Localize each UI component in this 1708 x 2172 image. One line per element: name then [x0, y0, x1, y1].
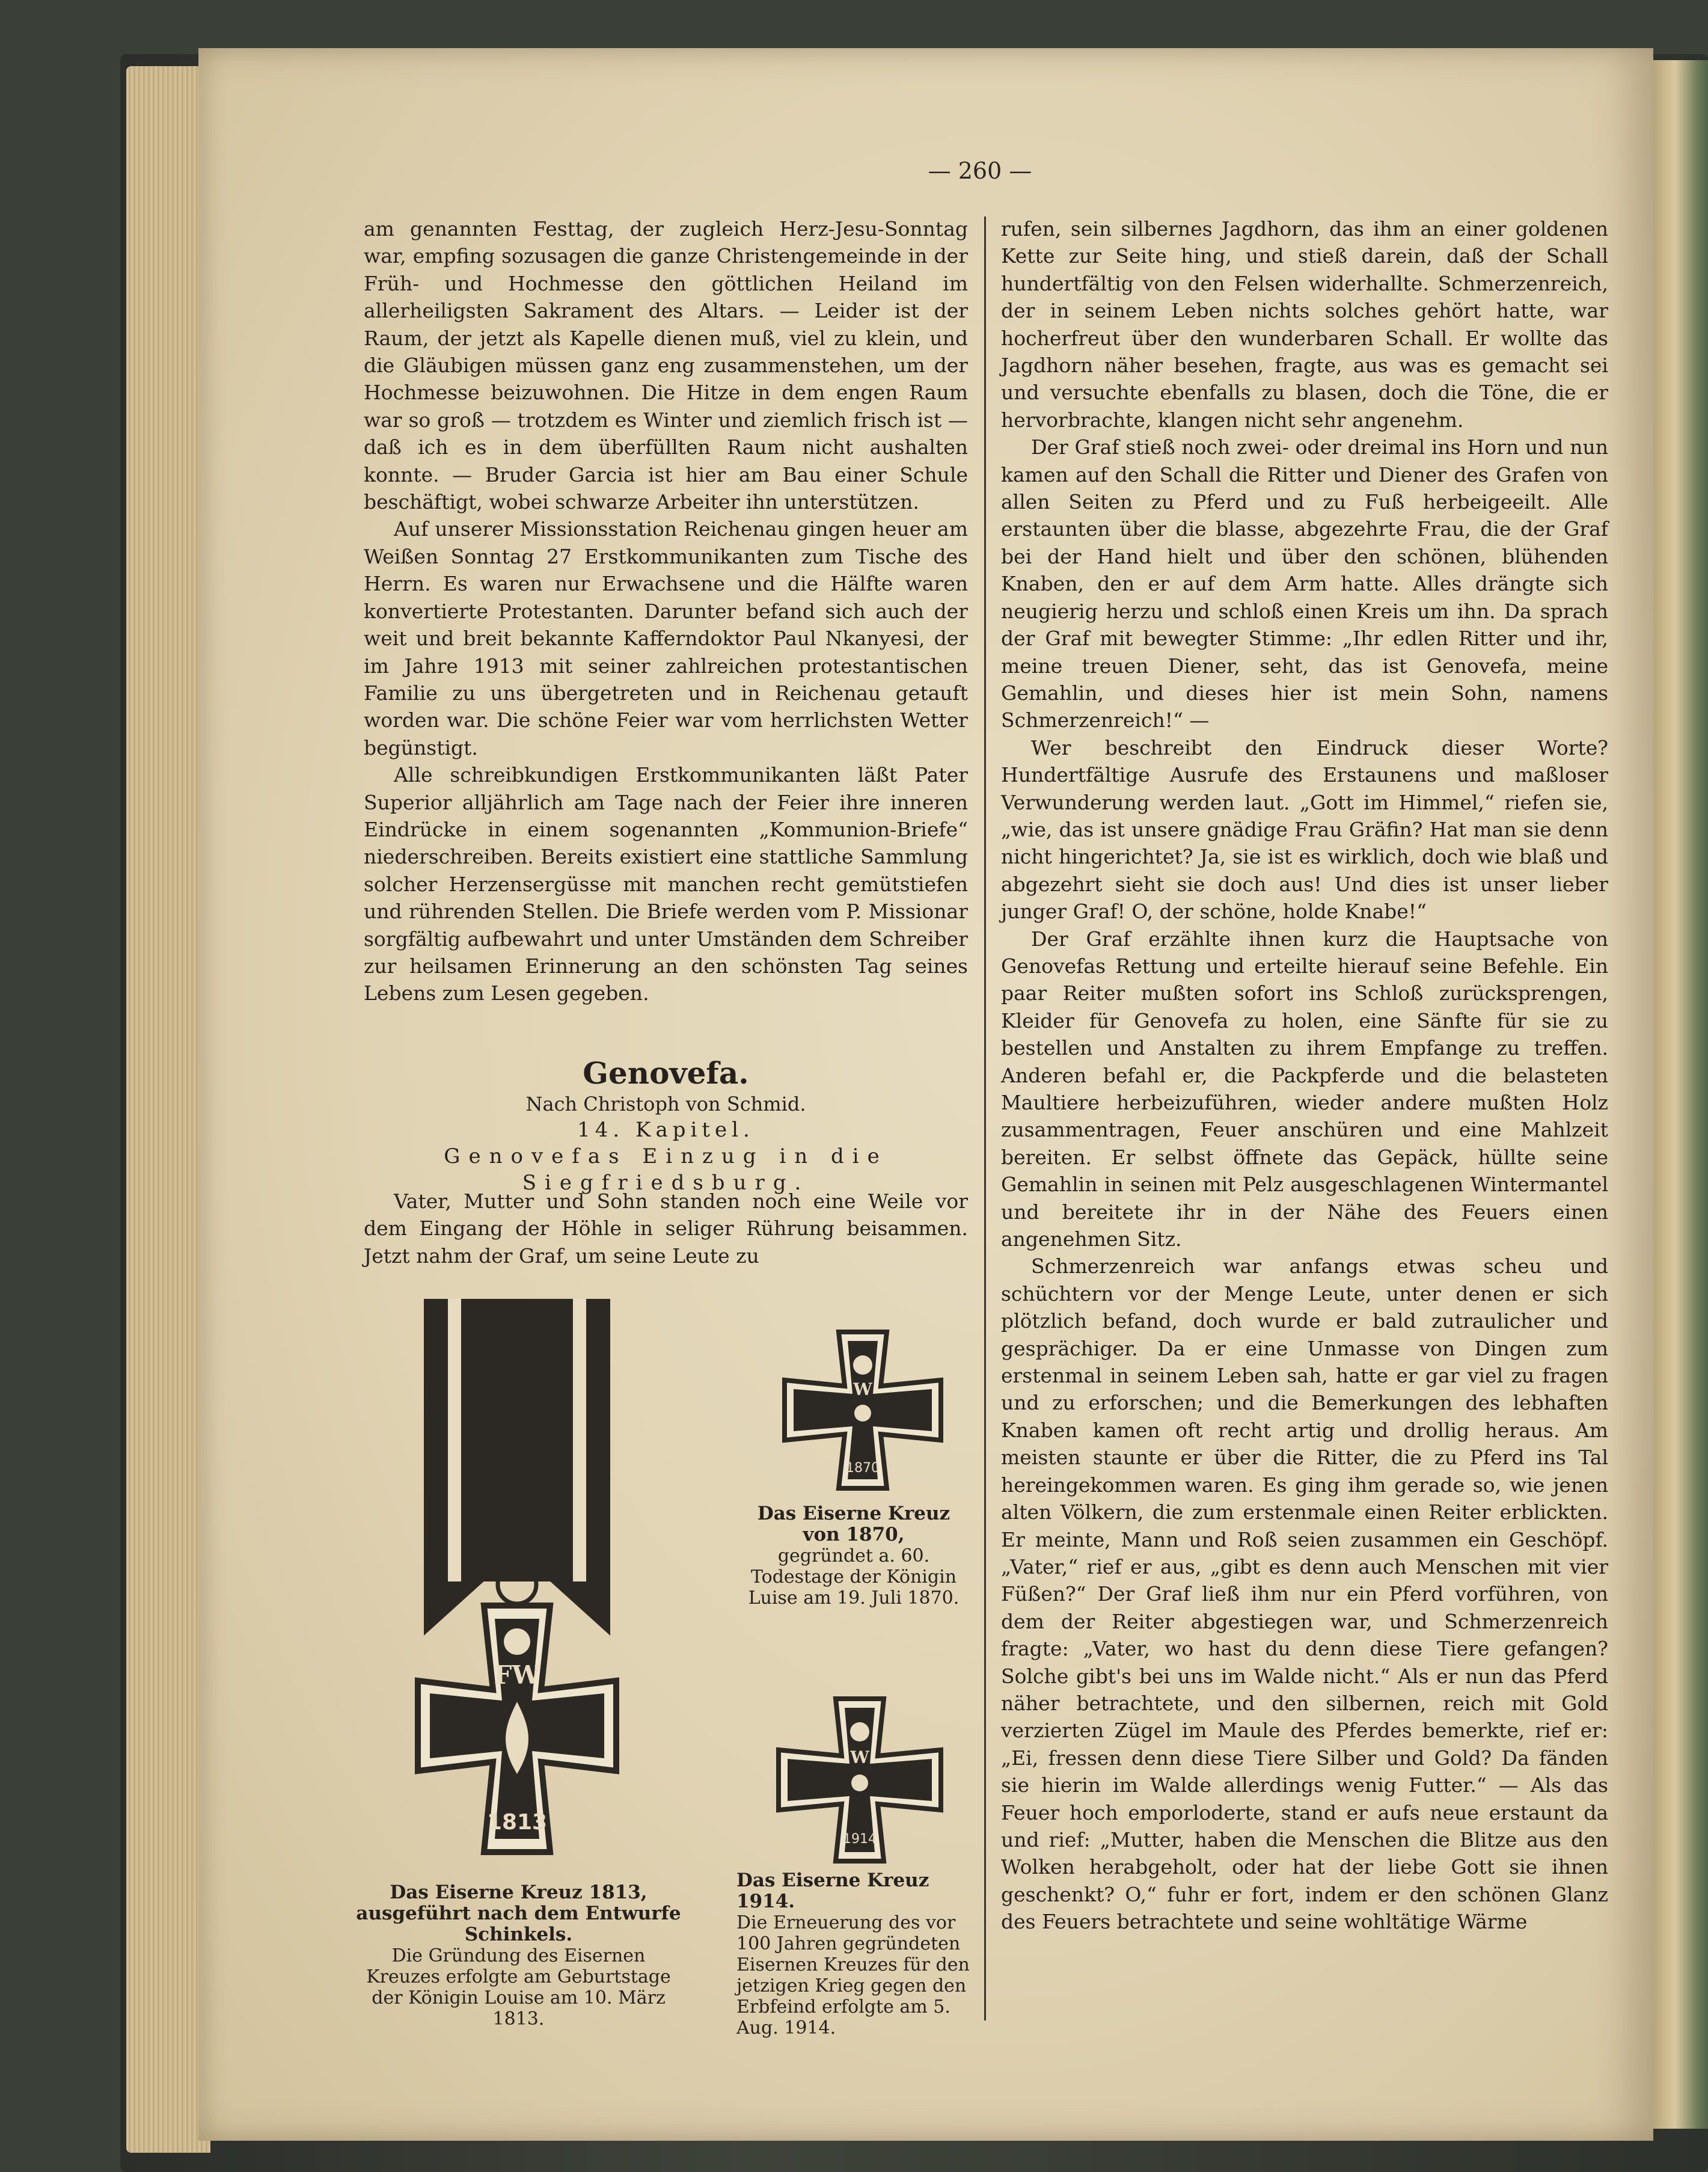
medal-cipher: W	[850, 1747, 869, 1767]
paragraph: Wer beschreibt den Eindruck dieser Worte? Hundertfältige Ausrufe des Erstaunens und maßloser Verwunderung werden laut. „Gott im Himmel,“ riefen sie, „wie, das ist unsere gnädige Frau Gräfin? Hat man sie denn nicht hingerichtet? Ja, sie ist es wirklich, doch wie blaß und abgezehrt sieht sie doch aus! Und dies ist unser lieber junger Graf! O, der schöne, holde Knabe!“	[1001, 735, 1608, 924]
paragraph: Alle schreibkundigen Erstkommunikanten läßt Pater Superior alljährlich am Tage nach der Feier ihre inneren Eindrücke in einem sogenannten „Kommunion-Briefe“ niederschreiben. Bereits existiert eine stattliche Sammlung solcher Herzensergüsse mit manchen recht gemütstiefen und rührenden Stellen. Die Briefe werden vom P. Missionar sorgfältig aufbewahrt und unter Umständen dem Schreiber zur heilsamen Erinnerung an den schönsten Tag seines Lebens zum Lesen gegeben.	[364, 763, 968, 1005]
paragraph: Vater, Mutter und Sohn standen noch eine Weile vor dem Eingang der Höhle in seliger Rührung beisammen. Jetzt nahm der Graf, um seine Leute zu	[364, 1189, 968, 1268]
page-number: — 260 —	[928, 158, 1032, 184]
paragraph: Der Graf stieß noch zwei- oder dreimal ins Horn und nun kamen auf den Schall die Ritter und Diener des Grafen von allen Seiten zu Pferd und zu Fuß herbeigeeilt. Alle erstaunten über die blasse, abgezehrte Frau, die der Graf bei der Hand hielt und über den schönen, blühenden Knaben, den er auf dem Arm hatte. Alles drängte sich neugierig herzu und schloß einen Kreis um ihn. Da sprach der Graf mit bewegter Stimme: „Ihr edlen Ritter und ihr, meine treuen Diener, seht, das ist Genovefa, meine Gemahlin, und dieses hier ist mein Sohn, namens Schmerzenreich!“ —	[1001, 435, 1608, 732]
ribbon	[424, 1299, 610, 1636]
iron-cross-1870-image	[782, 1329, 944, 1491]
next-page-edge	[1653, 60, 1708, 2129]
medal-year: 1813	[486, 1810, 548, 1835]
iron-cross-1914-image	[776, 1696, 944, 1864]
caption-1813	[355, 1882, 682, 2029]
medal-year: 1870	[846, 1461, 880, 1476]
caption-text: gegründet a. 60. Todestage der Königin Luise am 19. Juli 1870.	[748, 1545, 960, 1609]
paragraph: Schmerzenreich war anfangs etwas scheu und schüchtern vor der Menge Leute, unter denen er sich plötzlich befand, doch wurde er bald zutraulicher und gesprächiger. Da er eine Unmasse von Dingen zum erstenmal in seinem Leben sah, hatte er gar viel zu fragen und zu erforschen; und die Bemerkungen des lebhaften Knaben kamen oft recht artig und drollig heraus. Am meisten staunte er über die Ritter, die zu Pferd ins Tal hereingekommen waren. Es ging ihm gerade so, wie jenen alten Völkern, die zum erstenmale einen Reiter erblickten. Er meinte, Mann und Roß seien zusammen ein Geschöpf. „Vater,“ rief er aus, „gibt es denn auch Menschen mit vier Füßen?“ Der Graf ließ ihm nur ein Pferd vorführen, von dem der Reiter abgestiegen war, und Schmerzenreich fragte: „Vater, wo hast du denn diese Tiere gefangen? Solche gibt's bei uns im Walde nicht.“ Als er nun das Pferd näher betrachtete, und den silbernen, reich mit Gold verzierten Zügel im Maule des Pferdes bemerkte, rief er: „Ei, fressen denn diese Tiere Silber und Gold? Da fänden sie hierin im Walde allerdings wenig Futter.“ — Als das Feuer hoch emporloderte, stand er aufs neue erstaunt da und rief: „Mutter, haben die Menschen die Blitze aus den Wolken herabgeholt, oder hat der liebe Gott sie ihnen geschenkt? O,“ fuhr er fort, indem er den schönen Glanz des Feuers betrachtete und seine wohltätige Wärme	[1001, 1254, 1608, 1934]
caption-text: Die Erneuerung des vor 100 Jahren gegründeten Eisernen Kreuzes für den jetzigen Krieg gegen den Erbfeind erfolgte am 5. Aug. 1914.	[736, 1912, 970, 2039]
medal-cipher: W	[853, 1379, 872, 1399]
paragraph: rufen, sein silbernes Jagdhorn, das ihm an einer goldenen Kette zur Seite hing, und stieß darein, daß der Schall hundertfältig von den Felsen widerhallte. Schmerzenreich, der in seinem Leben nichts solches gehört hatte, war hocherfreut über den wunderbaren Schall. Er wollte das Jagdhorn näher besehen, fragte, aus was es gemacht sei und versuchte ebenfalls zu blasen, doch die Töne, die er hervorbrachte, klangen nicht sehr angenehm.	[1001, 217, 1608, 432]
medal-year: 1914	[843, 1832, 877, 1847]
chapter-number: 14. Kapitel.	[577, 1118, 755, 1142]
left-column	[364, 215, 968, 1039]
medal-cipher: FW	[494, 1660, 540, 1690]
caption-title: Das Eiserne Kreuz 1914.	[736, 1870, 929, 1912]
cross-1813	[418, 1606, 616, 1852]
story-title: Genovefa.	[583, 1055, 749, 1091]
chapter-title: Genovefas Einzug in die Siegfriedsburg.	[444, 1144, 888, 1195]
page-edges	[126, 66, 210, 2153]
paragraph: Auf unserer Missionsstation Reichenau gingen heuer am Weißen Sonntag 27 Erstkommunikanten zum Tische des Herrn. Es waren nur Erwachsene und die Hälfte waren konvertierte Protestanten. Darunter befand sich auch der weit und breit bekannte Kafferndoktor Paul Nkanyesi, der im Jahre 1913 mit seiner zahlreichen protestantischen Familie zu uns übergetreten und in Reichenau getauft worden war. Die schöne Feier war vom herrlichsten Wetter begünstigt.	[364, 517, 968, 759]
right-column	[1001, 215, 1608, 2031]
column-divider	[984, 216, 986, 2020]
story-author: Nach Christoph von Schmid.	[525, 1093, 806, 1115]
story-heading	[364, 1055, 968, 1196]
caption-text: Die Gründung des Eisernen Kreuzes erfolgte am Geburtstage der Königin Louise am 10. März 1813.	[366, 1945, 671, 2029]
caption-1914	[736, 1870, 971, 2039]
paragraph: am genannten Festtag, der zugleich Herz-Jesu-Sonntag war, empfing sozusagen die ganze Christengemeinde in der Früh- und Hochmesse den göttlichen Heiland im allerheiligsten Sakrament des Altars. — Leider ist der Raum, der jetzt als Kapelle dienen muß, viel zu klein, und die Gläubigen müssen ganz eng zusammenstehen, um der Hochmesse beizuwohnen. Die Hitze in dem engen Raum war so groß — trotzdem es Winter und ziemlich frisch ist — daß ich es in dem überfüllten Raum nicht aushalten konnte. — Bruder Garcia ist hier am Bau einer Schule beschäftigt, wobei schwarze Arbeiter ihn unterstützen.	[364, 217, 968, 514]
caption-title: Das Eiserne Kreuz 1813, ausgeführt nach dem Entwurfe Schinkels.	[356, 1882, 681, 1945]
iron-cross-1813-image	[376, 1299, 676, 1876]
story-opening	[364, 1188, 968, 1278]
caption-1870	[736, 1503, 971, 1609]
paragraph: Der Graf erzählte ihnen kurz die Hauptsache von Genovefas Rettung und erteilte hierauf seine Befehle. Ein paar Reiter mußten sofort ins Schloß zurücksprengen, Kleider für Genovefa zu holen, eine Sänfte für sie zu bestellen und Anstalten zu ihrem Empfange zu treffen. Anderen befahl er, die Packpferde und die belasteten Maultiere herbeizuführen, wieder andere mußten Holz zusammentragen, Feuer anschüren und eine Mahlzeit bereiten. Er selbst öffnete das Gepäck, hüllte seine Gemahlin in seinen mit Pelz ausgeschlagenen Wintermantel und bereitete ihr in der Nähe des Feuers einen angenehmen Sitz.	[1001, 927, 1608, 1251]
caption-title: Das Eiserne Kreuz von 1870,	[757, 1503, 950, 1545]
